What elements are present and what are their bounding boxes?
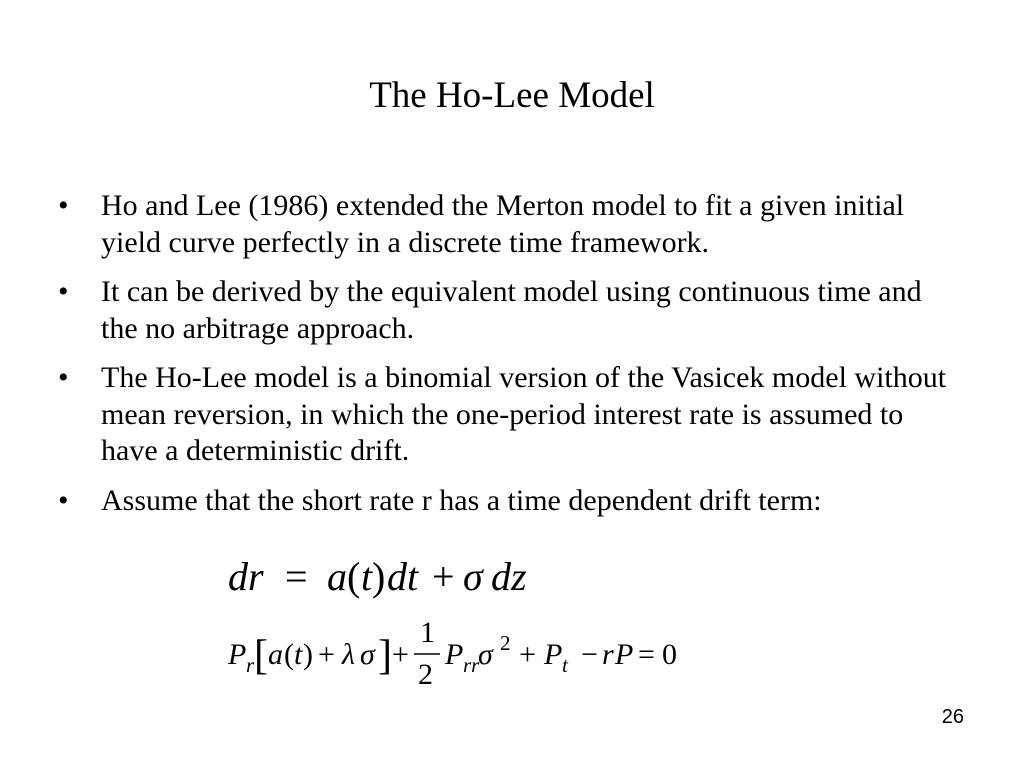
bullet-text: The Ho-Lee model is a binomial version of the Vasicek model without mean reversion, in which the one-period interest rate is assumed to have a deterministic drift. [101,361,947,467]
eq2-equals: = [638,638,655,671]
eq1-dr: dr [228,554,264,599]
eq2-plus3: + [519,638,536,671]
bullet-text: Ho and Lee (1986) extended the Merton model to fit a given initial yield curve perfectly in a discrete time framework. [101,189,905,259]
bullet-text: It can be derived by the equivalent model using continuous time and the no arbitrage approach. [101,275,922,345]
bullet-marker: • [58,189,69,222]
bullet-item [58,274,958,347]
eq2-P4: P [615,638,634,671]
bullet-marker: • [58,483,69,517]
eq2-lambda: λ [342,638,355,671]
eq2-sub-r: r [246,653,255,677]
eq2-P: P [228,638,247,671]
eq2-sub-rr: rr [463,653,480,677]
bullet-marker: • [58,361,69,394]
eq2-sub-t: t [562,653,568,677]
eq2-plus2: + [392,638,409,671]
slide-title: The Ho-Lee Model [369,75,655,116]
eq2-lparen: ( [284,638,294,671]
eq2-rparen: ) [303,638,313,671]
equation-ho-lee-sde [228,554,527,599]
eq1-t: t [361,554,373,599]
bullet-text: Assume that the short rate r has a time dependent drift term: [101,483,822,517]
eq2-minus: − [581,638,598,671]
bullet-item [58,483,958,520]
eq1-equals: = [285,554,308,599]
page-number: 26 [941,706,964,728]
eq1-plus: + [432,554,455,599]
eq2-P2: P [445,638,464,671]
eq1-rparen: ) [372,554,386,599]
eq2-sup-2: 2 [500,631,511,655]
eq2-zero: 0 [662,638,677,671]
bullet-item [58,360,958,470]
eq2-lbracket: [ [254,633,268,679]
eq2-r: r [602,638,614,671]
eq2-sigma1: σ [360,638,375,671]
equation-pricing-pde [227,616,677,691]
bullet-item [58,188,958,261]
eq2-rbracket: ] [378,633,392,679]
eq2-plus1: + [318,638,335,671]
eq1-dt: dt [387,554,419,599]
bullet-marker: • [58,275,69,308]
eq2-a: a [268,638,283,671]
eq1-lparen: ( [347,554,361,599]
eq1-sigma: σ [463,554,483,599]
eq2-t: t [294,638,303,671]
eq1-dz: dz [491,554,527,599]
eq2-sigma2: σ [478,638,493,671]
eq2-fraction-denominator: 2 [418,658,433,691]
eq1-a: a [327,554,347,599]
eq2-P3: P [544,638,563,671]
bullet-list [58,188,958,532]
eq2-fraction-numerator: 1 [420,616,435,649]
